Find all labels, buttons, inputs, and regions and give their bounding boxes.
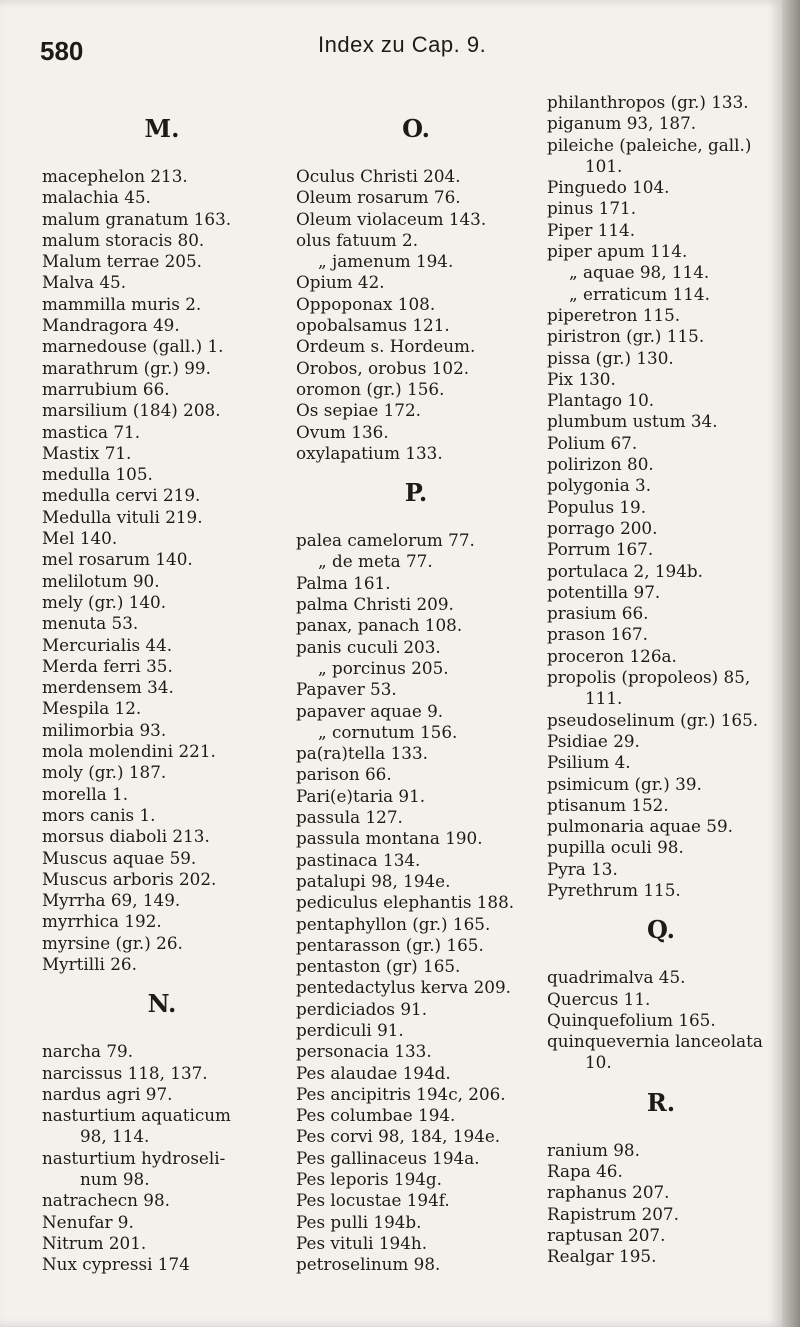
section-letter: R. bbox=[646, 1087, 676, 1117]
index-entry: malum granatum 163. bbox=[42, 208, 232, 229]
index-entry: panis cuculi 203. bbox=[296, 636, 441, 657]
index-entry: pseudoselinum (gr.) 165. bbox=[547, 709, 759, 730]
index-column-1 bbox=[42, 100, 282, 1276]
index-column-3 bbox=[547, 92, 775, 1268]
section-letter: N. bbox=[147, 989, 177, 1019]
index-entry: Orobos, orobus 102. bbox=[296, 357, 470, 378]
index-entry: ranium 98. bbox=[547, 1139, 640, 1160]
index-entry: Muscus aquae 59. bbox=[42, 847, 197, 868]
index-entry: Oleum violaceum 143. bbox=[296, 208, 487, 229]
index-entry: oxylapatium 133. bbox=[296, 442, 443, 463]
index-entry: piristron (gr.) 115. bbox=[547, 326, 705, 347]
index-entry: Quinquefolium 165. bbox=[547, 1009, 716, 1030]
index-entry: Malum terrae 205. bbox=[42, 251, 202, 272]
index-entry: menuta 53. bbox=[42, 613, 139, 634]
index-entry: Mespila 12. bbox=[42, 698, 142, 719]
index-entry: Nux cypressi 174 bbox=[42, 1254, 190, 1275]
index-entry: raphanus 207. bbox=[547, 1182, 670, 1203]
index-entry: Psilium 4. bbox=[547, 752, 631, 773]
index-entry: philanthropos (gr.) 133. bbox=[547, 92, 749, 112]
index-entry: 101. bbox=[585, 155, 623, 176]
index-entry: „ aquae 98, 114. bbox=[569, 262, 710, 283]
index-entry: Rapa 46. bbox=[547, 1161, 623, 1182]
index-entry: perdiciados 91. bbox=[296, 998, 428, 1019]
index-entry: passula 127. bbox=[296, 807, 403, 828]
index-entry: Nenufar 9. bbox=[42, 1211, 134, 1232]
index-entry: Papaver 53. bbox=[296, 679, 397, 700]
index-entry: medulla cervi 219. bbox=[42, 485, 201, 506]
index-entry: piganum 93, 187. bbox=[547, 113, 697, 134]
index-entry: nardus agri 97. bbox=[42, 1083, 173, 1104]
index-entry: opobalsamus 121. bbox=[296, 315, 450, 336]
index-entry: pileiche (paleiche, gall.) bbox=[547, 134, 752, 155]
index-entry: „ de meta 77. bbox=[318, 551, 433, 572]
index-column-2 bbox=[296, 100, 536, 1276]
index-entry: Myrrha 69, 149. bbox=[42, 890, 181, 911]
index-entry: pissa (gr.) 130. bbox=[547, 347, 674, 368]
index-entry: moly (gr.) 187. bbox=[42, 762, 167, 783]
index-entry: Pes locustae 194f. bbox=[296, 1190, 450, 1211]
index-entry: parison 66. bbox=[296, 764, 392, 785]
index-entry: potentilla 97. bbox=[547, 581, 661, 602]
index-entry: quadrimalva 45. bbox=[547, 967, 686, 988]
index-entry: quinquevernia lanceolata bbox=[547, 1031, 763, 1052]
index-entry: pa(ra)tella 133. bbox=[296, 743, 428, 764]
index-entry: narcissus 118, 137. bbox=[42, 1062, 208, 1083]
index-entry: Polium 67. bbox=[547, 432, 638, 453]
index-entry: palea camelorum 77. bbox=[296, 530, 475, 551]
index-entry: Pes ancipitris 194c, 206. bbox=[296, 1083, 506, 1104]
index-entry: Muscus arboris 202. bbox=[42, 868, 217, 889]
index-entry: Ovum 136. bbox=[296, 421, 389, 442]
index-entry: num 98. bbox=[80, 1169, 150, 1190]
index-entry: Oculus Christi 204. bbox=[296, 166, 461, 186]
section-letter: Q. bbox=[646, 915, 676, 945]
index-entry: proceron 126a. bbox=[547, 645, 677, 666]
index-entry: panax, panach 108. bbox=[296, 615, 463, 636]
index-entry: Plantago 10. bbox=[547, 390, 655, 411]
index-entry: Ordeum s. Hordeum. bbox=[296, 336, 476, 357]
index-entry: merdensem 34. bbox=[42, 677, 174, 698]
index-entry: pastinaca 134. bbox=[296, 849, 421, 870]
index-entry: Populus 19. bbox=[547, 496, 647, 517]
index-entry: pentarasson (gr.) 165. bbox=[296, 934, 484, 955]
index-entry: nasturtium aquaticum bbox=[42, 1105, 231, 1126]
index-entry: ptisanum 152. bbox=[547, 794, 669, 815]
index-entry: Myrtilli 26. bbox=[42, 953, 137, 974]
index-entry: Quercus 11. bbox=[547, 988, 651, 1009]
index-entry: pentedactylus kerva 209. bbox=[296, 977, 511, 998]
index-entry: Oleum rosarum 76. bbox=[296, 187, 461, 208]
index-entry: Pix 130. bbox=[547, 368, 616, 389]
index-entry: Oppoponax 108. bbox=[296, 293, 436, 314]
section-letter: P. bbox=[404, 478, 428, 508]
index-entry: Pari(e)taria 91. bbox=[296, 785, 426, 806]
index-entry: papaver aquae 9. bbox=[296, 700, 444, 721]
index-entry: Mercurialis 44. bbox=[42, 634, 173, 655]
index-entry: Mel 140. bbox=[42, 528, 118, 549]
index-entry: mola molendini 221. bbox=[42, 741, 216, 762]
index-entry: morella 1. bbox=[42, 783, 129, 804]
index-entry: macephelon 213. bbox=[42, 166, 188, 186]
index-entry: Rapistrum 207. bbox=[547, 1203, 679, 1224]
index-entry: „ erraticum 114. bbox=[569, 283, 710, 304]
page-number: 580 bbox=[40, 36, 84, 66]
index-entry: polirizon 80. bbox=[547, 454, 654, 475]
page-header bbox=[40, 30, 760, 70]
index-entry: raptusan 207. bbox=[547, 1224, 666, 1245]
index-entry: 10. bbox=[585, 1052, 612, 1073]
index-entry: marnedouse (gall.) 1. bbox=[42, 336, 224, 357]
index-entry: Pes pulli 194b. bbox=[296, 1211, 422, 1232]
index-entry: propolis (propoleos) 85, bbox=[547, 667, 751, 688]
index-entry: Pes alaudae 194d. bbox=[296, 1062, 451, 1083]
index-entry: narcha 79. bbox=[42, 1041, 134, 1062]
index-entry: Mastix 71. bbox=[42, 442, 132, 463]
section-letter: O. bbox=[402, 114, 430, 143]
index-entry: piper apum 114. bbox=[547, 241, 688, 262]
index-entry: Nitrum 201. bbox=[42, 1232, 147, 1253]
index-entry: mors canis 1. bbox=[42, 804, 156, 825]
index-entry: passula montana 190. bbox=[296, 828, 483, 849]
index-entry: porrago 200. bbox=[547, 517, 658, 538]
index-entry: perdiculi 91. bbox=[296, 1019, 404, 1040]
index-entry: oromon (gr.) 156. bbox=[296, 378, 445, 399]
index-entry: pulmonaria aquae 59. bbox=[547, 816, 733, 837]
index-entry: mastica 71. bbox=[42, 421, 141, 442]
index-entry: melilotum 90. bbox=[42, 570, 160, 591]
index-entry: pupilla oculi 98. bbox=[547, 837, 684, 858]
index-entry: piperetron 115. bbox=[547, 304, 681, 325]
index-entry: olus fatuum 2. bbox=[296, 229, 419, 250]
index-entry: Medulla vituli 219. bbox=[42, 506, 203, 527]
index-entry: Pes corvi 98, 184, 194e. bbox=[296, 1126, 501, 1147]
index-entry: personacia 133. bbox=[296, 1041, 432, 1062]
index-entry: marathrum (gr.) 99. bbox=[42, 357, 211, 378]
index-entry: Palma 161. bbox=[296, 572, 391, 593]
index-entry: myrrhica 192. bbox=[42, 911, 162, 932]
index-entry: Os sepiae 172. bbox=[296, 400, 421, 421]
index-entry: mammilla muris 2. bbox=[42, 293, 202, 314]
index-entry: Piper 114. bbox=[547, 219, 636, 240]
index-entry: Realgar 195. bbox=[547, 1246, 657, 1267]
index-entry: Merda ferri 35. bbox=[42, 655, 173, 676]
index-entry: prasium 66. bbox=[547, 603, 649, 624]
index-entry: Pes gallinaceus 194a. bbox=[296, 1147, 480, 1168]
index-entry: petroselinum 98. bbox=[296, 1254, 441, 1275]
section-letter: M. bbox=[144, 114, 180, 143]
index-entry: marsilium (184) 208. bbox=[42, 400, 221, 421]
index-entry: morsus diaboli 213. bbox=[42, 826, 210, 847]
index-entry: patalupi 98, 194e. bbox=[296, 870, 451, 891]
index-entry: 111. bbox=[585, 688, 623, 709]
index-entry: pentaston (gr) 165. bbox=[296, 956, 461, 977]
index-entry: Pyra 13. bbox=[547, 858, 618, 879]
index-entry: psimicum (gr.) 39. bbox=[547, 773, 702, 794]
page-edge-shadow bbox=[782, 0, 800, 1327]
index-entry: malachia 45. bbox=[42, 187, 151, 208]
index-entry: „ jamenum 194. bbox=[318, 251, 454, 272]
index-entry: pinus 171. bbox=[547, 198, 637, 219]
index-entry: „ porcinus 205. bbox=[318, 657, 449, 678]
index-entry: Porrum 167. bbox=[547, 539, 654, 560]
index-entry: mel rosarum 140. bbox=[42, 549, 193, 570]
index-entry: mely (gr.) 140. bbox=[42, 591, 167, 612]
running-title: Index zu Cap. 9. bbox=[318, 32, 487, 57]
index-entry: myrsine (gr.) 26. bbox=[42, 932, 183, 953]
index-entry: Malva 45. bbox=[42, 272, 127, 293]
index-entry: polygonia 3. bbox=[547, 475, 652, 496]
index-entry: prason 167. bbox=[547, 624, 648, 645]
index-entry: „ cornutum 156. bbox=[318, 721, 458, 742]
index-entry: medulla 105. bbox=[42, 464, 153, 485]
index-entry: Pes vituli 194h. bbox=[296, 1232, 428, 1253]
index-entry: pediculus elephantis 188. bbox=[296, 892, 515, 913]
index-entry: plumbum ustum 34. bbox=[547, 411, 718, 432]
index-entry: natrachecn 98. bbox=[42, 1190, 170, 1211]
index-entry: 98, 114. bbox=[80, 1126, 150, 1147]
index-entry: malum storacis 80. bbox=[42, 229, 205, 250]
index-entry: Pes columbae 194. bbox=[296, 1105, 456, 1126]
index-entry: Opium 42. bbox=[296, 272, 385, 293]
index-entry: Psidiae 29. bbox=[547, 730, 640, 751]
index-entry: milimorbia 93. bbox=[42, 719, 167, 740]
index-entry: portulaca 2, 194b. bbox=[547, 560, 703, 581]
index-entry: pentaphyllon (gr.) 165. bbox=[296, 913, 491, 934]
index-entry: Pyrethrum 115. bbox=[547, 879, 681, 900]
index-entry: nasturtium hydroseli- bbox=[42, 1147, 226, 1168]
index-entry: palma Christi 209. bbox=[296, 594, 454, 615]
index-entry: marrubium 66. bbox=[42, 378, 170, 399]
index-entry: Mandragora 49. bbox=[42, 315, 180, 336]
index-entry: Pinguedo 104. bbox=[547, 177, 670, 198]
index-entry: Pes leporis 194g. bbox=[296, 1169, 442, 1190]
